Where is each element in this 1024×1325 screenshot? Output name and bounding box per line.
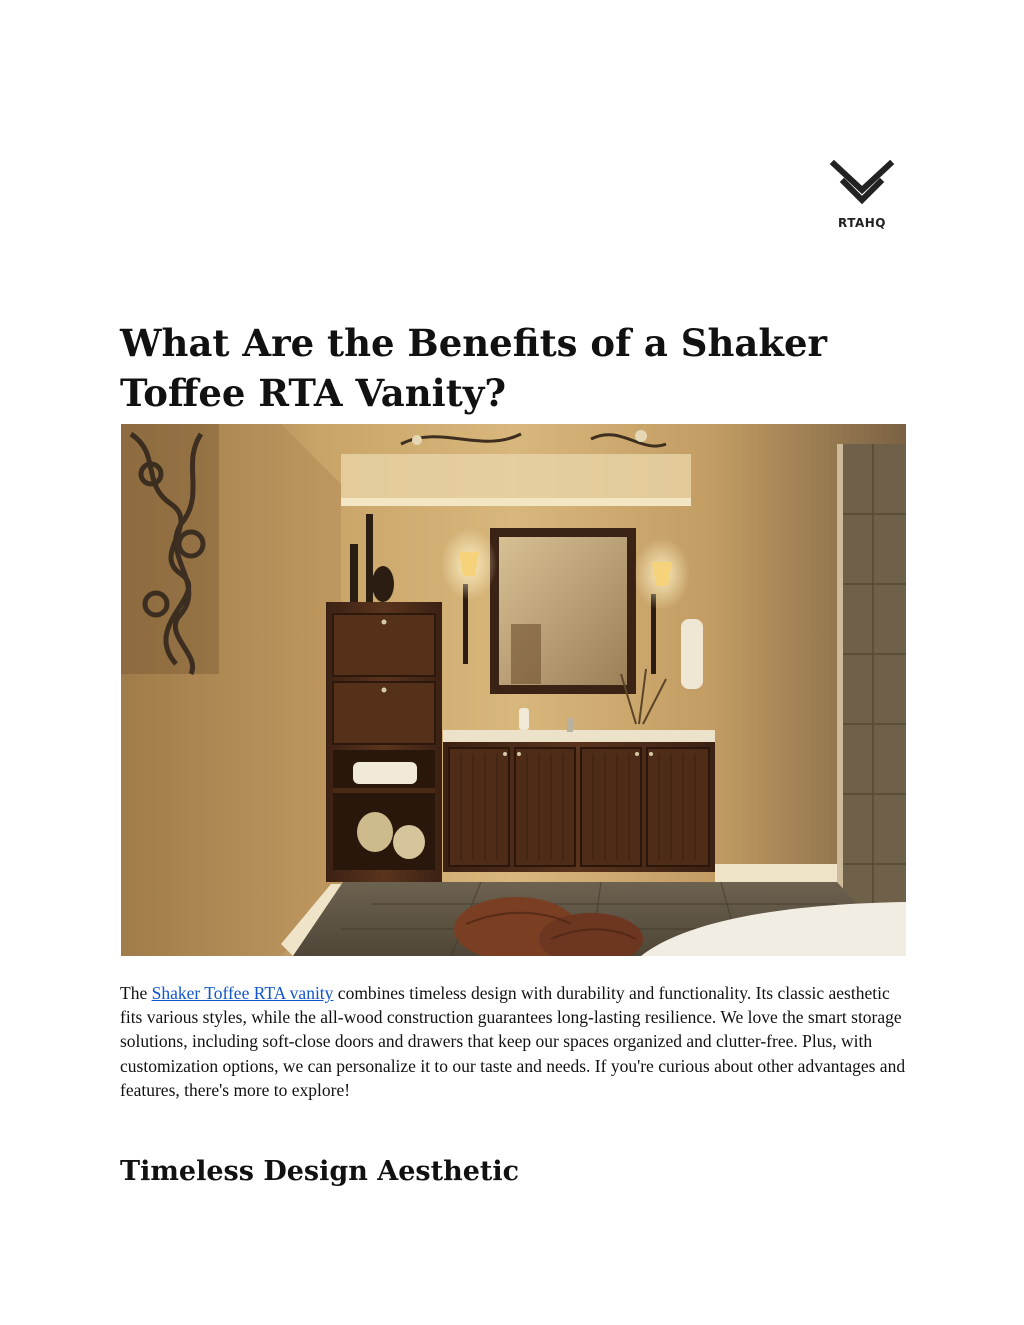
bathroom-vanity-photo	[121, 424, 906, 956]
hero-image	[121, 424, 906, 956]
logo-text: RTAHQ	[838, 216, 886, 230]
section-heading: Timeless Design Aesthetic	[120, 1156, 520, 1187]
intro-text-after: combines timeless design with durability and functionality. Its classic aesthetic fits various styles, while the all-wood construction guarantees long-lasting resilience. We love the smart storage solutions, including soft-close doors and drawers that keep our spaces organized and clutter-free. Plus, with customization options, we can personalize it to our taste and needs. If you're curious about other advantages and features, there's more to explore!	[120, 983, 906, 1100]
page-title: What Are the Benefits of a Shaker Toffee RTA Vanity?	[120, 321, 827, 415]
intro-text-before: The	[120, 983, 152, 1003]
intro-paragraph	[120, 981, 910, 1102]
shaker-toffee-link[interactable]: Shaker Toffee RTA vanity	[151, 983, 334, 1003]
chevron-logo-icon	[826, 160, 898, 212]
brand-logo[interactable]	[826, 160, 898, 236]
